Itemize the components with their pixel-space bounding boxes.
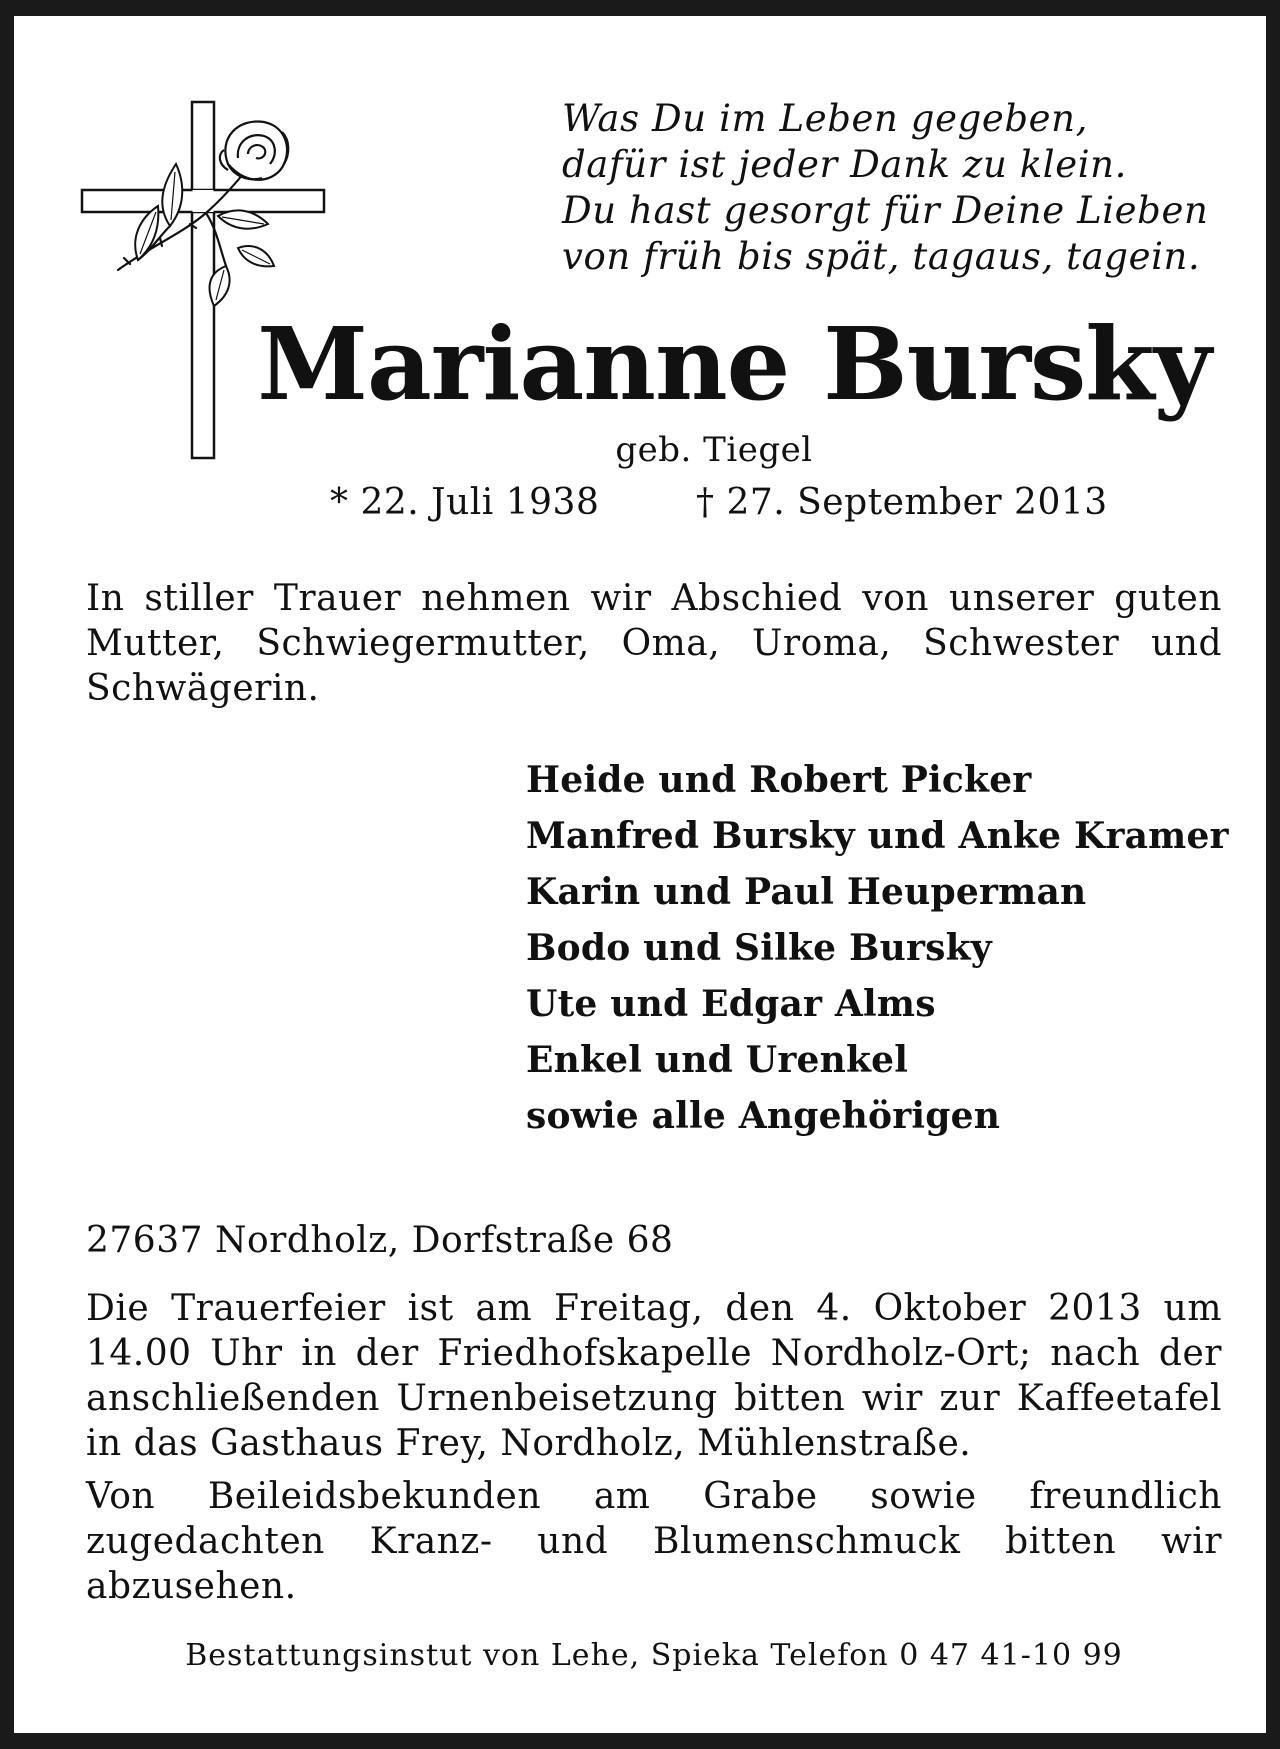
- mourner-entry: Ute und Edgar Alms: [526, 983, 936, 1025]
- death-date: † 27. September 2013: [696, 482, 1108, 523]
- birth-date: * 22. Juli 1938: [330, 482, 600, 523]
- mourner-entry: Manfred Bursky und Anke Kramer: [526, 815, 1229, 857]
- poem-verse: [562, 96, 1242, 280]
- mourner-entry: Heide und Robert Picker: [526, 759, 1032, 801]
- poem-line: dafür ist jeder Dank zu klein.: [562, 143, 1127, 186]
- birth-name: geb. Tiegel: [615, 430, 813, 470]
- condolence-paragraph: Von Beileidsbekunden am Grabe sowie freundlich zugedachten Kranz- und Blumenschmuck bitten wir abzusehen.: [86, 1476, 1222, 1607]
- ceremony-paragraph: Die Trauerfeier ist am Freitag, den 4. Oktober 2013 um 14.00 Uhr in der Friedhofskapelle Nordholz-Ort; nach der anschließenden Urnenbeisetzung bitten wir zur Kaffeetafel in das Gasthaus Frey, Nordholz, Mühlenstraße.: [86, 1288, 1222, 1464]
- poem-line: Was Du im Leben gegeben,: [562, 97, 1088, 140]
- poem-line: Du hast gesorgt für Deine Lieben: [562, 189, 1209, 232]
- family-address: 27637 Nordholz, Dorfstraße 68: [86, 1220, 674, 1261]
- mourner-entry: Enkel und Urenkel: [526, 1039, 909, 1081]
- mourner-entry: Karin und Paul Heuperman: [526, 871, 1087, 913]
- mourner-entry: sowie alle Angehörigen: [526, 1095, 1001, 1137]
- funeral-home-footer: Bestattungsinstut von Lehe, Spieka Telefon 0 47 41-10 99: [185, 1638, 1123, 1673]
- intro-paragraph: In stiller Trauer nehmen wir Abschied von unserer guten Mutter, Schwiegermutter, Oma, Uroma, Schwester und Schwägerin.: [86, 578, 1222, 709]
- mourners-list: [526, 752, 1246, 1144]
- poem-line: von früh bis spät, tagaus, tagein.: [562, 235, 1201, 278]
- mourner-entry: Bodo und Silke Bursky: [526, 927, 992, 969]
- deceased-name: Marianne Bursky: [257, 305, 1211, 423]
